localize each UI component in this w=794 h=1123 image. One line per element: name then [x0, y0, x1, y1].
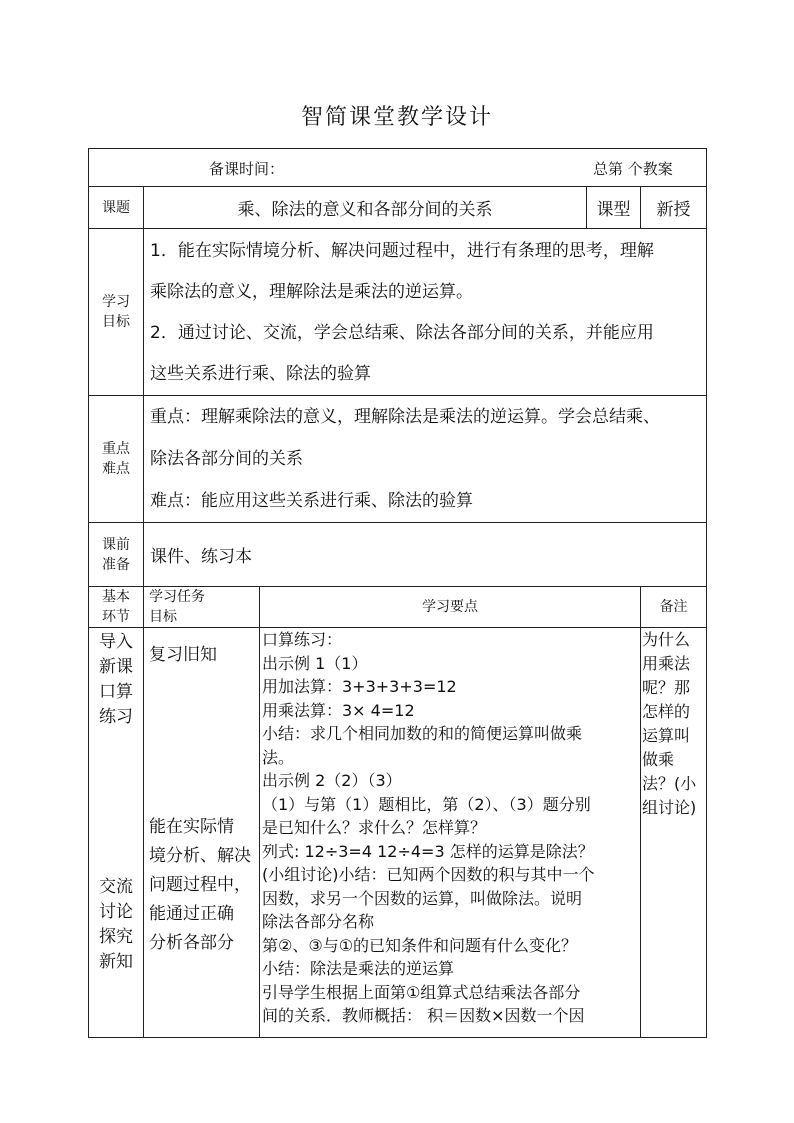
main-line: 小结：除法是乘法的逆运算 — [262, 959, 455, 978]
keypoints-label — [89, 396, 144, 523]
main-line: 口算练习： — [262, 630, 343, 649]
stage-text: 交流 — [99, 877, 133, 897]
total-lesson-label: 总第 个教案 — [593, 160, 673, 178]
keypoints-label-line: 难点 — [102, 461, 130, 477]
note-line: 呢？那 — [642, 678, 691, 697]
task-text: 分析各部分 — [149, 933, 234, 953]
col-header-stage — [89, 587, 144, 628]
stage-text: 口算 — [99, 682, 133, 702]
goals-label-line: 学习 — [102, 294, 130, 310]
goals-line: 1．能在实际情境分析、解决问题过程中，进行有条理的思考，理解 — [150, 241, 654, 261]
keypoints-label-line: 重点 — [102, 441, 130, 457]
prep-time-label: 备课时间： — [209, 160, 285, 178]
stage-cell — [89, 628, 144, 1038]
main-line: 出示例 2（2）（3） — [262, 771, 402, 790]
task-text: 能在实际情 — [149, 817, 234, 837]
main-content — [260, 628, 641, 1038]
stage-text: 新知 — [99, 952, 133, 972]
note-line: 怎样的 — [642, 702, 691, 721]
col-header-task-line: 目标 — [149, 609, 177, 625]
main-line: 因数，求另一个因数的运算，叫做除法。说明 — [262, 888, 583, 908]
task-review: 复习旧知 — [149, 645, 217, 665]
preparation-label — [89, 523, 144, 587]
stage-text: 探究 — [99, 927, 133, 947]
keypoints-line: 除法各部分间的关系 — [150, 449, 303, 469]
main-line: 间的关系．教师概括： 积＝因数×因数一个因 — [262, 1006, 585, 1025]
main-line: 出示例 1（1） — [262, 653, 368, 673]
topic-value: 乘、除法的意义和各部分间的关系 — [144, 187, 587, 229]
main-line: 法。 — [262, 747, 295, 767]
task-goal — [149, 813, 259, 958]
page-title: 智简课堂教学设计 — [300, 105, 493, 130]
keypoints-line: 难点：能应用这些关系进行乘、除法的验算 — [150, 491, 473, 511]
note-line: 组讨论) — [642, 798, 697, 817]
note-line: 做乘 — [642, 750, 675, 769]
task-text: 境分析、解决 — [149, 846, 251, 866]
task-cell — [144, 628, 260, 1038]
main-line: 除法各部分名称 — [262, 912, 375, 931]
goals-label — [89, 229, 144, 396]
lesson-type-label: 课型 — [587, 187, 641, 229]
col-header-stage-line: 环节 — [102, 609, 130, 625]
lesson-plan-table — [88, 148, 707, 1038]
note-line: 用乘法 — [642, 654, 691, 673]
header-row — [89, 149, 707, 187]
task-text: 能通过正确 — [149, 904, 234, 924]
stage-text: 练习 — [99, 707, 133, 727]
col-header-main: 学习要点 — [260, 587, 641, 628]
preparation-value: 课件、练习本 — [144, 523, 707, 587]
note-line: 法？(小 — [642, 774, 697, 793]
stage-text: 导入 — [99, 632, 133, 652]
main-line: (小组讨论)小结：已知两个因数的积与其中一个 — [262, 865, 595, 884]
goals-line: 乘除法的意义，理解除法是乘法的逆运算。 — [150, 282, 473, 302]
main-line: 小结：求几个相同加数的和的简便运算叫做乘 — [262, 724, 583, 743]
main-line: （1）与第（1）题相比，第（2）、（3）题分别 — [262, 794, 591, 814]
main-line: 是已知什么？求什么？怎样算？ — [262, 818, 487, 837]
main-line: 用加法算：3+3+3+3=12 — [262, 677, 457, 696]
goals-label-line: 目标 — [102, 314, 130, 330]
col-header-task — [144, 587, 260, 628]
col-header-task-line: 学习任务 — [149, 589, 205, 605]
main-line: 列式: 12÷3=4 12÷4=3 怎样的运算是除法？ — [262, 841, 594, 861]
keypoints-content — [144, 396, 707, 523]
task-text: 问题过程中， — [149, 875, 251, 895]
note-cell — [641, 628, 707, 1038]
goals-content — [144, 229, 707, 396]
note-line: 为什么 — [642, 630, 691, 649]
col-header-note: 备注 — [641, 587, 707, 628]
stage-text: 新课 — [99, 657, 133, 677]
main-line: 引导学生根据上面第①组算式总结乘法各部分 — [262, 982, 581, 1002]
goals-line: 2．通过讨论、交流，学会总结乘、除法各部分间的关系，并能应用 — [150, 323, 654, 343]
stage-explore — [89, 875, 143, 975]
col-header-stage-line: 基本 — [102, 589, 130, 605]
main-line: 用乘法算：3× 4=12 — [262, 700, 415, 720]
topic-label: 课题 — [89, 187, 144, 229]
note-line: 运算叫 — [642, 726, 691, 745]
main-line: 第②、③与①的已知条件和问题有什么变化？ — [262, 935, 578, 955]
stage-text: 讨论 — [99, 902, 133, 922]
preparation-label-line: 课前 — [102, 536, 130, 553]
stage-intro — [89, 630, 143, 730]
goals-line: 这些关系进行乘、除法的验算 — [150, 364, 371, 384]
preparation-label-line: 准备 — [102, 556, 130, 573]
keypoints-line: 重点：理解乘除法的意义，理解除法是乘法的逆运算。学会总结乘、 — [150, 407, 660, 427]
lesson-type-value: 新授 — [641, 187, 707, 229]
